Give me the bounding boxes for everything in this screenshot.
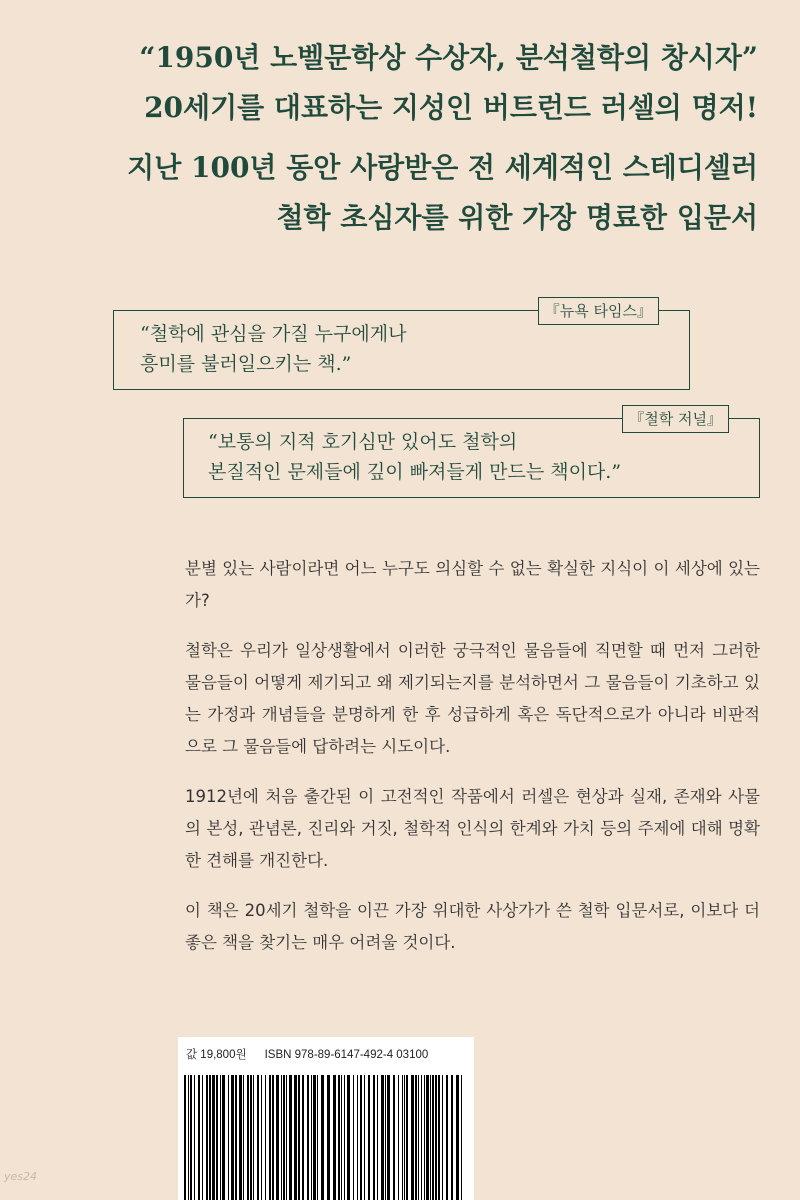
quote-line: 흥미를 불러일으키는 책.” — [140, 353, 352, 375]
barcode-bar — [216, 1075, 218, 1200]
barcode-bar — [424, 1075, 425, 1200]
paragraph: 1912년에 처음 출간된 이 고전적인 작품에서 러셀은 현상과 실재, 존재와 사물의 본성, 관념론, 진리와 거짓, 철학적 인식의 한계와 가치 등의 주제에 대해 명확한 견해를 개진한다. — [185, 787, 760, 870]
barcode-bar — [327, 1075, 330, 1200]
barcode-bar — [411, 1075, 414, 1200]
barcode-bar — [311, 1075, 312, 1200]
barcode-bar — [307, 1075, 309, 1200]
barcode-bar — [257, 1075, 259, 1200]
price-label: 값 19,800원 — [186, 1049, 247, 1061]
barcode-bar — [250, 1075, 252, 1200]
barcode-bar — [247, 1075, 249, 1200]
barcode-bar — [438, 1075, 440, 1200]
barcode-bar — [402, 1075, 403, 1200]
barcode-bar — [286, 1075, 287, 1200]
headline-award-line2: 20세기를 대표하는 지성인 버트런드 러셀의 명저! — [144, 91, 758, 124]
barcode-bar — [430, 1075, 431, 1200]
barcode-bar — [272, 1075, 274, 1200]
barcode-bar — [239, 1075, 242, 1200]
barcode-bar — [373, 1075, 375, 1200]
barcode-caption — [186, 1046, 446, 1062]
barcode-bar — [393, 1075, 395, 1200]
barcode-bar — [456, 1075, 459, 1200]
headline-award-line1: “1950년 노벨문학상 수상자, 분석철학의 창시자” — [139, 41, 758, 74]
barcode-bar — [418, 1075, 419, 1200]
barcode-bar — [220, 1075, 221, 1200]
barcode-bar — [198, 1075, 200, 1200]
barcode-bar — [209, 1075, 211, 1200]
barcode-bar — [243, 1075, 244, 1200]
barcode-bar — [222, 1075, 225, 1200]
barcode-bar — [426, 1075, 429, 1200]
barcode-bar — [212, 1075, 215, 1200]
barcode-bar — [406, 1075, 408, 1200]
barcode-bar — [184, 1075, 186, 1200]
barcode-bar — [302, 1075, 304, 1200]
barcode-bar — [404, 1075, 405, 1200]
headline-steadyseller-line2: 철학 초심자를 위한 가장 명료한 입문서 — [276, 201, 758, 234]
paragraph: 분별 있는 사람이라면 어느 누구도 의심할 수 없는 확실한 지식이 이 세상에 있는가? — [185, 559, 760, 610]
barcode-image — [184, 1075, 468, 1200]
quote-box-philosophy-journal — [183, 410, 760, 498]
barcode-bar — [228, 1075, 229, 1200]
barcode-bar — [347, 1075, 350, 1200]
barcode-bar — [190, 1075, 192, 1200]
barcode-bar — [421, 1075, 422, 1200]
barcode-bar — [357, 1075, 358, 1200]
barcode-bar — [353, 1075, 354, 1200]
barcode-bar — [313, 1075, 316, 1200]
quote-text-nytimes — [140, 319, 406, 379]
barcode-bar — [321, 1075, 324, 1200]
barcode-bar — [381, 1075, 384, 1200]
barcode-bar — [341, 1075, 342, 1200]
barcode-bar — [451, 1075, 453, 1200]
barcode-bar — [432, 1075, 434, 1200]
barcode-bar — [231, 1075, 234, 1200]
barcode-bar — [398, 1075, 399, 1200]
barcode-bar — [298, 1075, 300, 1200]
quote-source-nytimes: 『뉴욕 타임스』 — [538, 297, 659, 325]
barcode-bar — [435, 1075, 437, 1200]
isbn-label: ISBN 978-89-6147-492-4 03100 — [264, 1049, 429, 1061]
barcode-bar — [202, 1075, 203, 1200]
headline-award — [139, 33, 758, 133]
barcode-bar — [446, 1075, 448, 1200]
paragraph: 철학은 우리가 일상생활에서 이러한 궁극적인 물음들에 직면할 때 먼저 그러한 물음들이 어떻게 제기되고 왜 제기되는지를 분석하면서 그 물음들이 기초하고 있는 가정과 개념들을 분명하게 한 후 성급하게 혹은 독단적으로가 아니라 비판적으로 그 물음들에 답하려는 시도이다. — [185, 641, 760, 756]
barcode-bar — [281, 1075, 282, 1200]
barcode-bar — [283, 1075, 285, 1200]
barcode-bar — [377, 1075, 378, 1200]
barcode-bar — [261, 1075, 262, 1200]
paragraph: 이 책은 20세기 철학을 이끈 가장 위대한 사상가가 쓴 철학 입문서로, 이보다 더 좋은 책을 찾기는 매우 어려울 것이다. — [185, 901, 760, 952]
quote-line: “철학에 관심을 가질 누구에게나 — [140, 323, 407, 345]
quote-line: “보통의 지적 호기심만 있어도 철학의 — [208, 431, 518, 453]
barcode-bar — [194, 1075, 195, 1200]
barcode-bar — [188, 1075, 189, 1200]
barcode-bar — [269, 1075, 271, 1200]
quote-box-nytimes — [113, 302, 690, 390]
watermark-logo: yes24 — [4, 1170, 38, 1183]
barcode-bar — [364, 1075, 365, 1200]
barcode-bar — [235, 1075, 237, 1200]
barcode-bar — [360, 1075, 362, 1200]
quote-line: 본질적인 문제들에 깊이 빠져들게 만드는 책이다.” — [208, 461, 622, 483]
barcode-bar — [385, 1075, 386, 1200]
barcode-bar — [317, 1075, 318, 1200]
barcode-panel — [178, 1037, 474, 1200]
barcode-bar — [461, 1075, 462, 1200]
barcode-bar — [253, 1075, 254, 1200]
barcode-bar — [294, 1075, 297, 1200]
quote-source-philosophy-journal: 『철학 저널』 — [622, 405, 729, 433]
barcode-bar — [387, 1075, 390, 1200]
barcode-bar — [442, 1075, 443, 1200]
headline-steadyseller-line1: 지난 100년 동안 사랑받은 전 세계적인 스테디셀러 — [127, 151, 758, 184]
barcode-bar — [415, 1075, 417, 1200]
barcode-bar — [276, 1075, 279, 1200]
barcode-bar — [206, 1075, 208, 1200]
barcode-bar — [368, 1075, 370, 1200]
barcode-bar — [344, 1075, 345, 1200]
barcode-bar — [265, 1075, 266, 1200]
quote-text-philosophy-journal — [208, 427, 621, 487]
barcode-bar — [338, 1075, 340, 1200]
barcode-bar — [289, 1075, 292, 1200]
description-body — [185, 553, 760, 977]
headline-steadyseller — [127, 143, 758, 243]
barcode-bar — [333, 1075, 336, 1200]
